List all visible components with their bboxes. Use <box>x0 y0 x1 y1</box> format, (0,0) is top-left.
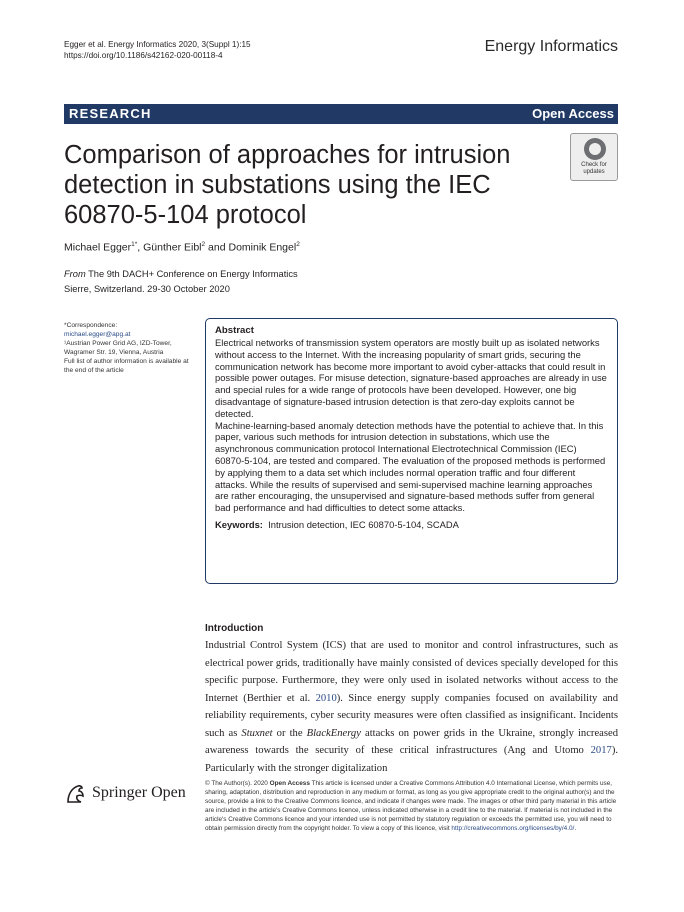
article-type-label: RESEARCH <box>69 106 152 121</box>
license-link[interactable]: http://creativecommons.org/licenses/by/4.0/ <box>451 824 575 832</box>
correspondence-email[interactable]: michael.egger@apg.at <box>64 331 131 338</box>
author-name[interactable]: and Dominik Engel <box>208 241 297 254</box>
springer-horse-icon <box>64 782 88 806</box>
citation-line: Egger et al. Energy Informatics 2020, 3(Suppl 1):15 <box>64 40 251 49</box>
keywords: Keywords: Intrusion detection, IEC 60870-5-104, SCADA <box>215 518 459 530</box>
author-name[interactable]: Michael Egger <box>64 241 132 254</box>
open-access-label: Open Access <box>532 106 614 121</box>
abstract-paragraph: Electrical networks of transmission system operators are mostly built up as isolated networks without access to the Internet. With the increasing popularity of smart grids, securing the communication network has become more important to avoid cyber-attacks that could result in possible power outages. For misuse detection, signature-based approaches are already in use and special rules for a wide range of protocols have been developed. However, one big disadvantage of signature-based intrusion detection is that zero-day exploits cannot be detected. <box>215 337 607 419</box>
publisher-name: Springer Open <box>92 784 186 801</box>
section-heading: Introduction <box>205 623 264 634</box>
introduction-text: Industrial Control System (ICS) that are used to monitor and control infrastructures, such as electrical power grids, traditionally have mainly consisted of devices specially developed for this specific purpose. Furthermore, they were only used in isolated networks without access to the Internet (Berthier et al. 2010). Since energy supply companies focused on availability and reliability requirements, cyber security measures were often classified as insignificant. Incidents such as Stuxnet or the BlackEnergy attacks on power grids in the Ukraine, strongly increased awareness towards the security of these critical infrastructures (Ang and Utomo 2017). Particularly with the stronger digitalization <box>205 640 619 774</box>
license-text: © The Author(s). 2020 Open Access This article is licensed under a Creative Commons Attribution 4.0 International License, which permits use, sharing, adaptation, distribution and reproduction in any medium or format, as long as you give appropriate credit to the original author(s) and the source, provide a link to the Creative Commons licence, and indicate if changes were made. The images or other third party material in this article are included in the article's Creative Commons licence, unless indicated otherwise in a credit line to the material. If material is not included in the article's Creative Commons licence and your intended use is not permitted by statutory regulation or exceeds the permitted use, you will need to obtain permission directly from the copyright holder. To view a copy of this licence, visit http://creativecommons.org/licenses/by/4.0/. <box>205 780 617 832</box>
article-type-banner <box>64 104 618 124</box>
journal-name: Energy Informatics <box>484 38 618 55</box>
abstract-box <box>205 318 618 584</box>
check-updates-icon <box>584 138 606 160</box>
author-name[interactable]: Günther Eibl <box>143 241 202 254</box>
conference-info: From The 9th DACH+ Conference on Energy Informatics Sierre, Switzerland. 29-30 October 2020 <box>64 267 298 297</box>
citation-link[interactable]: 2017 <box>590 745 612 756</box>
abstract-paragraph: Machine-learning-based anomaly detection methods have the potential to achieve that. In this paper, various such methods for intrusion detection in substations, which use the asynchronous communication protocol International Electrotechnical Commission (IEC) 60870-5-104, are tested and compared. The evaluation of the proposed methods is performed by applying them to a data set which includes normal operation traffic and four different attacks. While the results of supervised and semi-supervised machine learning approaches are rather encouraging, the unsupervised and signature-based methods suffer from general bad performance and had difficulties to detect some attacks. <box>215 419 606 514</box>
abstract-heading: Abstract <box>215 325 254 336</box>
affiliation-note: Full list of author information is available at the end of the article <box>64 358 189 374</box>
check-updates-label: Check for updates <box>581 162 607 175</box>
author-list: Michael Egger$^{1*}$, Günther Eibl$^2$ and Dominik Engel$^2$ <box>64 241 300 254</box>
citation-link[interactable]: 2010 <box>315 692 337 704</box>
doi-link[interactable]: https://doi.org/10.1186/s42162-020-00118-4 <box>64 51 223 60</box>
correspondence-block: *Correspondence: michael.egger@apg.at ¹Austrian Power Grid AG, IZD-Tower, Wagramer Str. 19, Vienna, Austria Full list of author information is available at the end of the article <box>64 321 192 375</box>
affiliation: ¹Austrian Power Grid AG, IZD-Tower, Wagramer Str. 19, Vienna, Austria <box>64 340 172 356</box>
citation-block <box>64 39 251 61</box>
check-for-updates-button[interactable] <box>570 133 618 181</box>
conference-location: Sierre, Switzerland. 29-30 October 2020 <box>64 284 230 294</box>
article-title: Comparison of approaches for intrusion detection in substations using the IEC 60870-5-104 protocol <box>64 141 511 229</box>
